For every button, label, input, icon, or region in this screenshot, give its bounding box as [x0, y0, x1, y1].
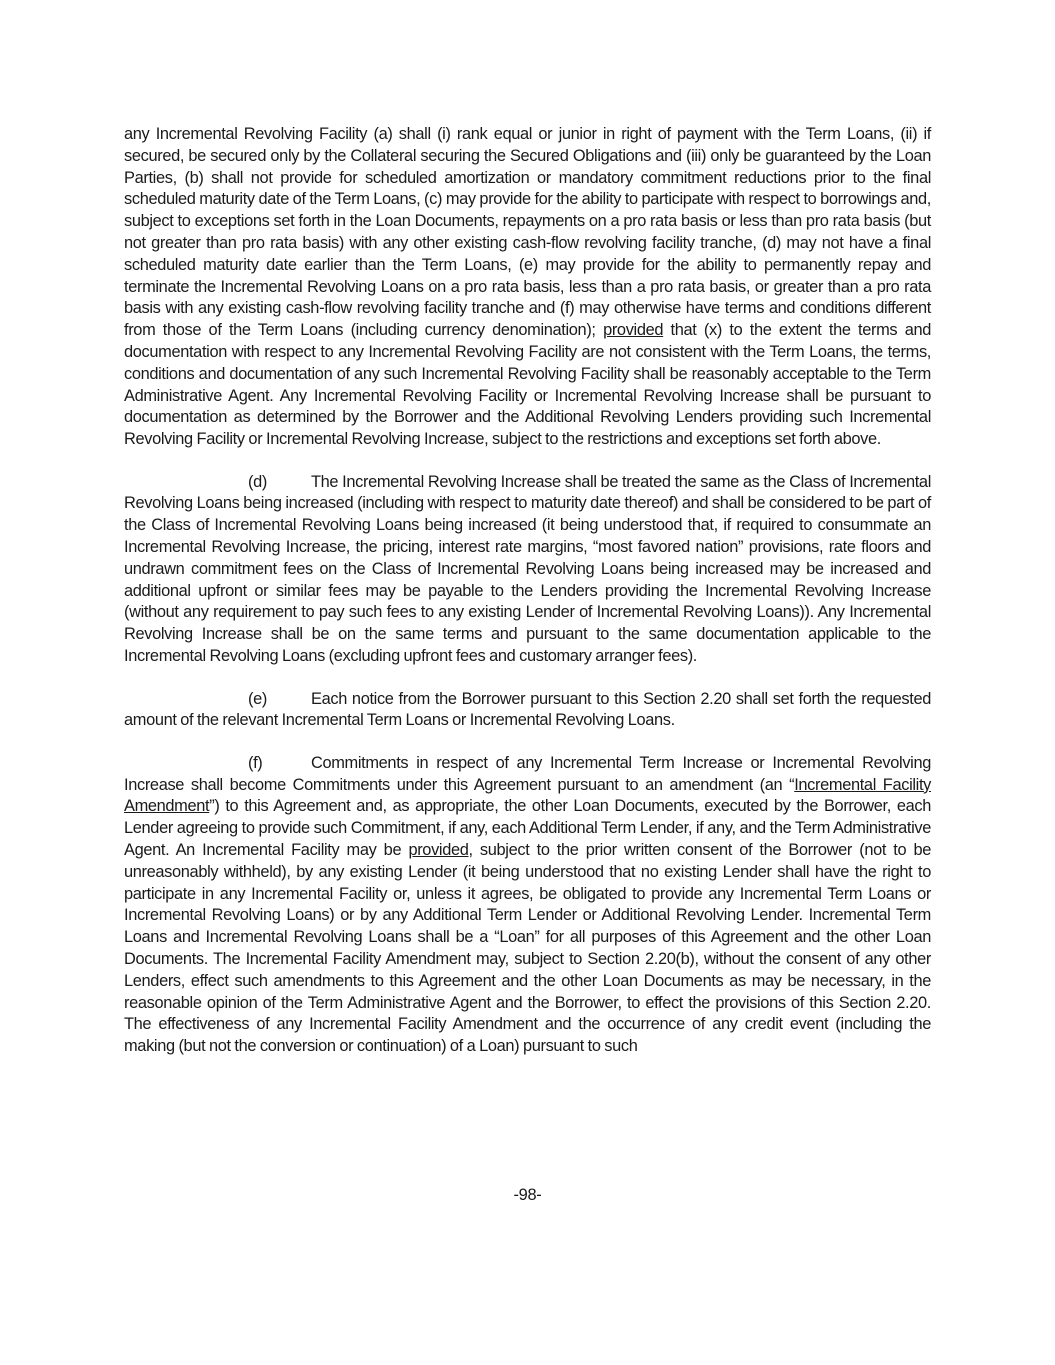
paragraph-text: Each notice from the Borrower pursuant to this Section 2.20 shall set forth the requested amount of the relevant Incremental Term Loans or Incremental Revolving Loans.: [124, 689, 931, 730]
paragraph-d: [124, 472, 931, 668]
defined-term: Incremental Facility Amendment: [124, 775, 931, 816]
paragraph-text: The Incremental Revolving Increase shall be treated the same as the Class of Incremental Revolving Loans being increased (including with respect to maturity date thereof) and shall be considered to be part of the Class of Incremental Revolving Loans being increased (it being understood that, if required to consummate an Incremental Revolving Increase, the pricing, interest rate margins, “most favored nation” provisions, rate floors and undrawn commitment fees on the Class of Incremental Revolving Loans being increased may be increased and additional upfront or similar fees may be payable to the Lenders providing the Incremental Revolving Increase (without any requirement to pay such fees to any existing Lender of Incremental Revolving Loans)). Any Incremental Revolving Increase shall be on the same terms and pursuant to the same documentation applicable to the Incremental Revolving Loans (excluding upfront fees and customary arranger fees).: [124, 472, 931, 666]
paragraph-continuation: [124, 124, 931, 451]
provided-term: provided: [408, 840, 469, 859]
paragraph-text: ”) to this Agreement and, as appropriate, the other Loan Documents, executed by the Borrower, each Lender agreeing to provide such Commitment, if any, each Additional Term Lender, if any, and the Term Administrative Agent. An Incremental Facility may be: [124, 797, 931, 859]
page-number: -98-: [513, 1186, 542, 1204]
provided-term: provided: [603, 321, 664, 340]
paragraph-text: any Incremental Revolving Facility (a) shall (i) rank equal or junior in right of payment with the Term Loans, (ii) if secured, be secured only by the Collateral securing the Secured Obligations and (iii) only be guaranteed by the Loan Parties, (b) shall not provide for scheduled amortization or mandatory commitment reductions prior to the final scheduled maturity date of the Term Loans, (c) may provide for the ability to participate with respect to borrowings and, subject to exceptions set forth in the Loan Documents, repayments on a pro rata basis or less than pro rata basis (but not greater than pro rata basis) with any other existing cash-flow revolving facility tranche, (d) may not have a final scheduled maturity date earlier than the Term Loans, (e) may provide for the ability to permanently repay and terminate the Incremental Revolving Loans on a pro rata basis, less than a pro rata basis, or greater than a pro rata basis with any existing cash-flow revolving facility tranche and (f) may otherwise have terms and conditions different from those of the Term Loans (including currency denomination);: [124, 125, 931, 340]
paragraph-e: [124, 689, 931, 733]
document-page: [124, 124, 931, 1058]
clause-label-e: (e): [248, 689, 267, 708]
clause-label-d: (d): [248, 472, 267, 491]
paragraph-f: [124, 753, 931, 1058]
paragraph-text: that (x) to the extent the terms and documentation with respect to any Incremental Revolving Facility are not consistent with the Term Loans, the terms, conditions and documentation of any such Incremental Revolving Facility shall be reasonably acceptable to the Term Administrative Agent. Any Incremental Revolving Facility or Incremental Revolving Increase shall be pursuant to documentation as determined by the Borrower and the Additional Revolving Lenders providing such Incremental Revolving Facility or Incremental Revolving Increase, subject to the restrictions and exceptions set forth above.: [124, 321, 931, 449]
paragraph-text: Commitments in respect of any Incremental Term Increase or Incremental Revolving Increase shall become Commitments under this Agreement pursuant to an amendment (an “: [124, 753, 931, 794]
clause-label-f: (f): [248, 753, 263, 772]
paragraph-text: , subject to the prior written consent of the Borrower (not to be unreasonably withheld), by any existing Lender (it being understood that no existing Lender shall have the right to participate in any Incremental Facility or, unless it agrees, be obligated to provide any Incremental Term Loans or Incremental Revolving Loans) or by any Additional Term Lender or Additional Revolving Lender. Incremental Term Loans and Incremental Revolving Loans shall be a “Loan” for all purposes of this Agreement and the other Loan Documents. The Incremental Facility Amendment may, subject to Section 2.20(b), without the consent of any other Lenders, effect such amendments to this Agreement and the other Loan Documents as may be necessary, in the reasonable opinion of the Term Administrative Agent and the Borrower, to effect the provisions of this Section 2.20. The effectiveness of any Incremental Facility Amendment and the occurrence of any credit event (including the making (but not the conversion or continuation) of a Loan) pursuant to such: [124, 840, 931, 1056]
